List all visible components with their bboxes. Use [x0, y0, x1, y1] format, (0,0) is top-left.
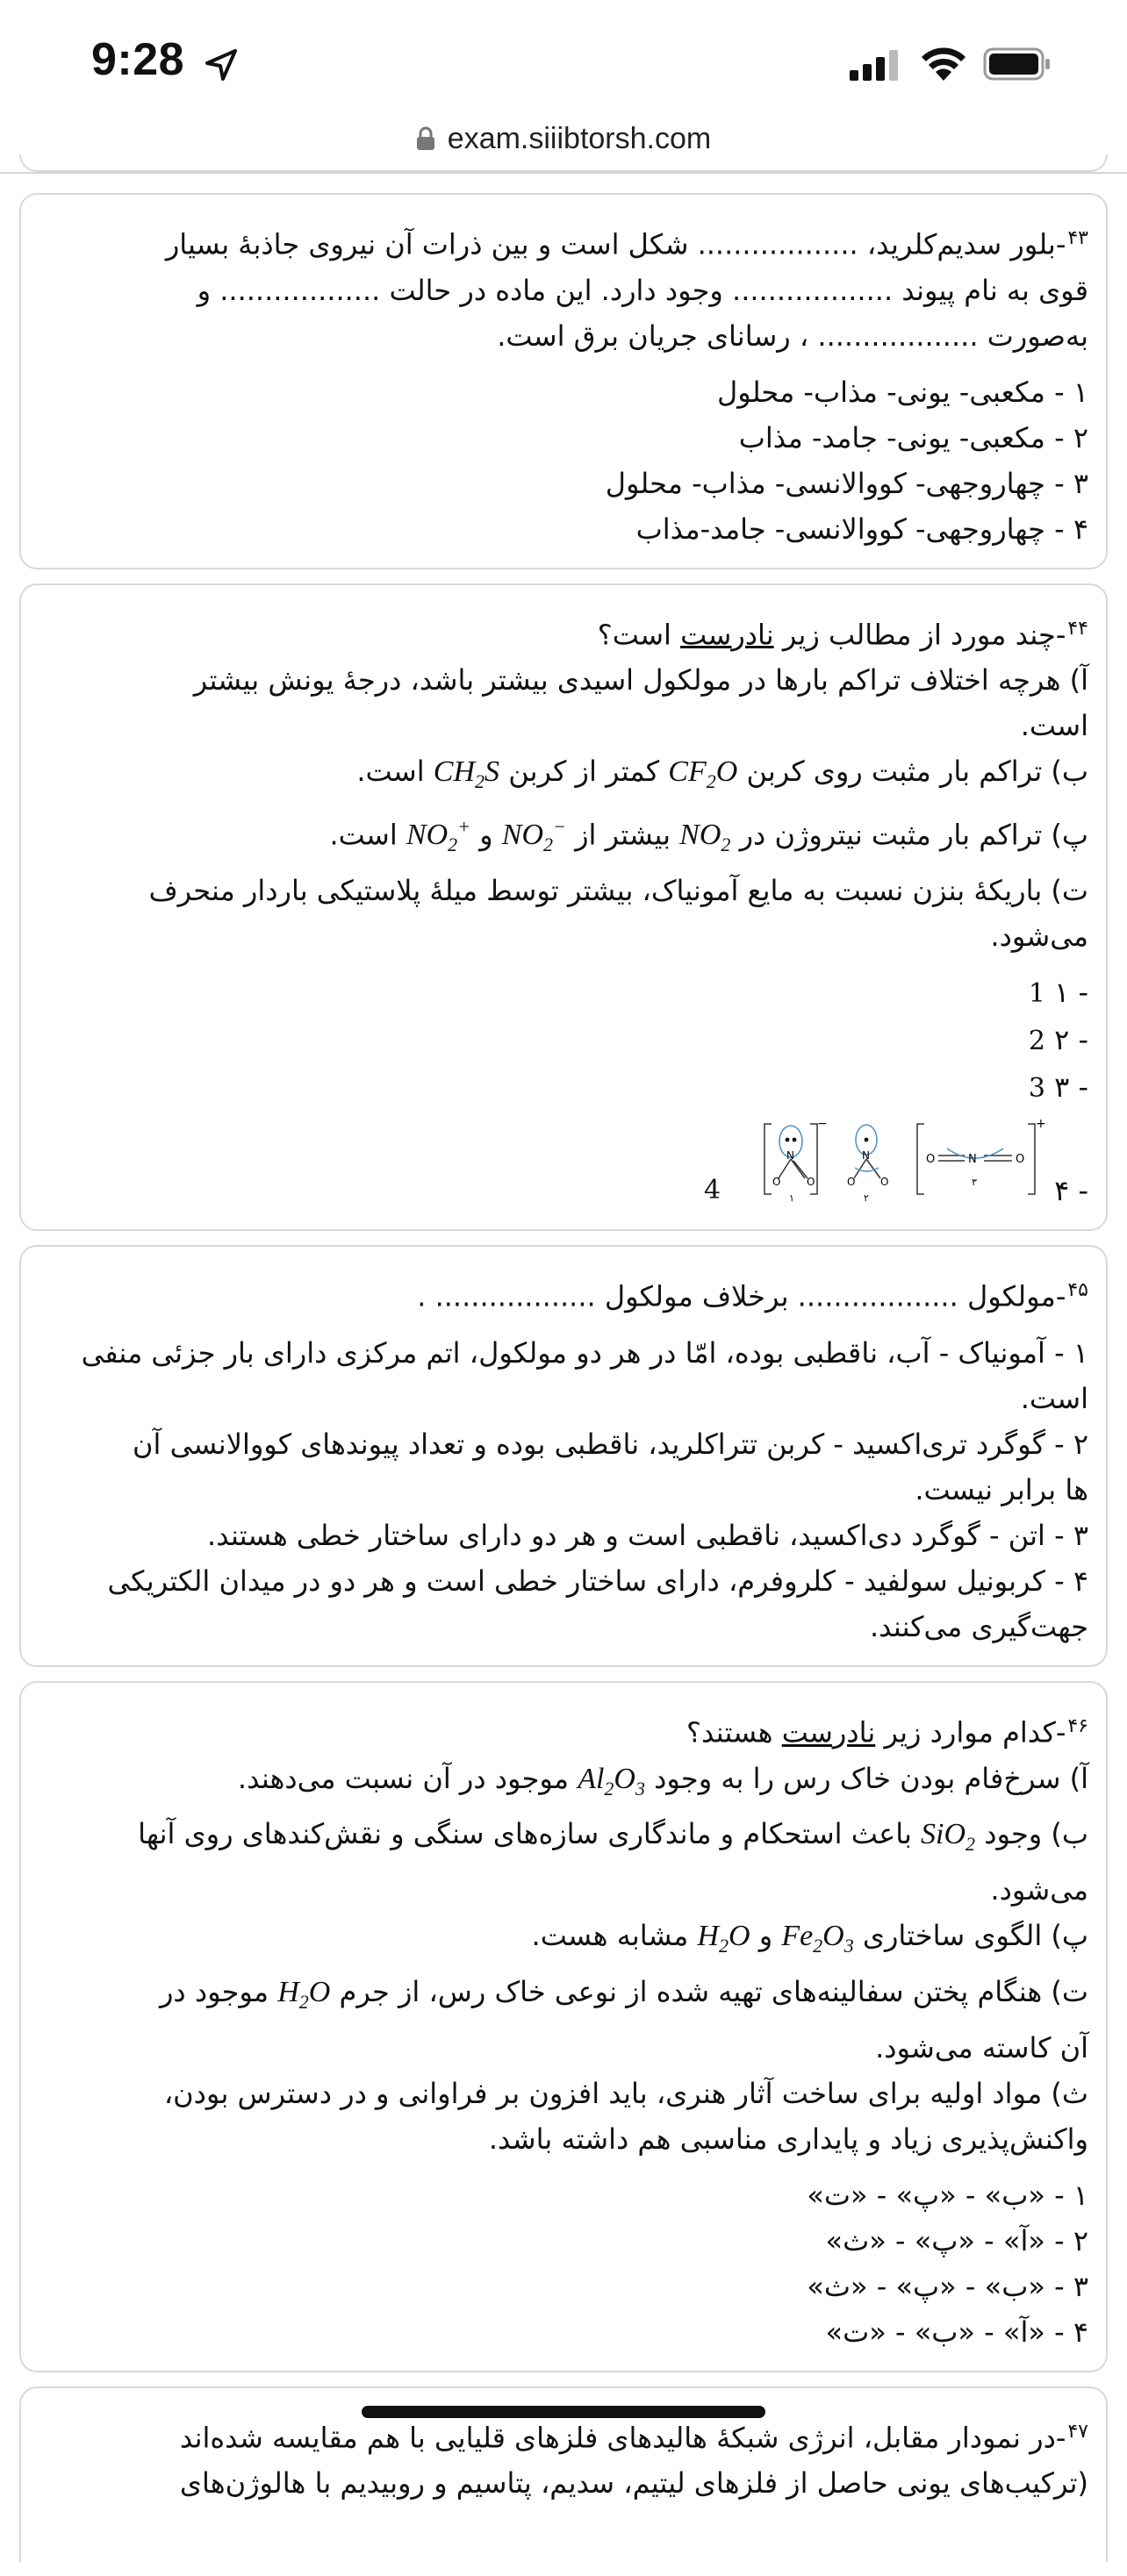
statement-a: آ) سرخ‌فام بودن خاک رس را به وجود $Al_2O_3$ موجود در آن نسبت می‌دهند.: [237, 1761, 1088, 1800]
svg-text:O: O: [807, 1176, 815, 1189]
option-1[interactable]: ۱ - «ب» - «پ» - «ت»: [807, 2178, 1088, 2212]
options-list: [39, 2172, 1088, 2355]
options-list: [39, 1330, 1088, 1649]
svg-text:۲: ۲: [864, 1192, 870, 1205]
svg-text:O: O: [926, 1153, 936, 1167]
url-text[interactable]: exam.siiibtorsh.com: [447, 121, 712, 155]
statement-b-cont: می‌شود.: [990, 1873, 1088, 1907]
option-1-cont[interactable]: است.: [1020, 1381, 1088, 1415]
lewis-structures-image: [729, 1117, 1045, 1213]
wifi-icon: [920, 46, 967, 82]
svg-text:O: O: [1016, 1153, 1025, 1167]
question-card-43: [19, 193, 1108, 569]
question-stem-line: $^{۴۷}$-در نمودار مقابل، انرژی شبکهٔ هالیدهای فلزهای قلیایی با هم مقایسه شده‌اند: [179, 2420, 1088, 2455]
statement-t-cont: آن کاسته می‌شود.: [875, 2030, 1088, 2064]
option-4[interactable]: - ۴ N O O ۱ − N O O ۲ O N O ۳ + 4: [39, 1117, 1088, 1213]
statement-s-cont: واکنش‌پذیری زیاد و پایداری مناسبی هم داشته باشد.: [488, 2122, 1088, 2156]
options-list: [39, 970, 1088, 1213]
option-3[interactable]: ۳ - اتن - گوگرد دی‌اکسید، ناقطبی است و هر دو دارای ساختار خطی هستند.: [207, 1518, 1088, 1552]
question-stem: $^{۴۶}$-کدام موارد زیر نادرست هستند؟: [686, 1714, 1088, 1750]
option-4[interactable]: ۴ - چهاروجهی- کووالانسی- جامد-مذاب: [635, 512, 1088, 546]
option-2-cont[interactable]: ها برابر نیست.: [915, 1472, 1088, 1506]
statement-p: پ) تراکم بار مثبت نیتروژن در $NO_2$ بیشتر از $NO_2^-$ و $NO_2^+$ است.: [329, 816, 1088, 856]
question-stem-line: قوی به نام پیوند .................. وجود دارد. این ماده در حالت .................. و: [197, 273, 1088, 307]
option-2[interactable]: - ۲ 2: [1028, 1023, 1088, 1057]
statement-p: پ) الگوی ساختاری $Fe_2O_3$ و $H_2O$ مشابه هست.: [531, 1919, 1088, 1957]
question-number: ۴۷: [1067, 2420, 1088, 2443]
svg-text:O: O: [772, 1176, 781, 1189]
question-list: [19, 193, 1108, 2576]
question-stem: $^{۴۴}$-چند مورد از مطالب زیر نادرست است؟: [597, 617, 1088, 652]
option-3[interactable]: ۳ - «ب» - «پ» - «ث»: [807, 2269, 1088, 2303]
question-card-44: [19, 583, 1108, 1232]
question-number: ۴۶: [1067, 1714, 1088, 1737]
svg-text:N: N: [786, 1149, 795, 1163]
statement-b: ب) وجود SiO$_2$ باعث استحکام و ماندگاری سازه‌های سنگی و نقش‌کندهای روی آنها: [138, 1817, 1088, 1856]
option-1[interactable]: - ۱ 1: [1028, 976, 1088, 1010]
statement-t-cont: می‌شود.: [990, 919, 1088, 954]
status-time: 9:28: [91, 34, 185, 85]
option-1[interactable]: ۱ - آمونیاک - آب، ناقطبی بوده، امّا در هر دو مولکول، اتم مرکزی دارای بار جزئی منفی: [81, 1335, 1088, 1370]
option-2[interactable]: ۲ - مکعبی- یونی- جامد- مذاب: [738, 420, 1088, 454]
option-4[interactable]: ۴ - کربونیل سولفید - کلروفرم، دارای ساختار خطی است و هر دو در میدان الکتریکی: [107, 1563, 1088, 1598]
lock-icon: [416, 126, 435, 151]
question-card-45: [19, 1245, 1108, 1667]
question-stem: $^{۴۵}$-مولکول .................. برخلاف مولکول .................. .: [417, 1279, 1088, 1313]
status-bar: [0, 0, 1127, 123]
cellular-signal-icon: [850, 49, 899, 81]
location-arrow-icon: [204, 47, 239, 82]
svg-text:O: O: [880, 1176, 889, 1189]
svg-text:N: N: [968, 1153, 977, 1167]
statement-s: ث) مواد اولیه برای ساخت آثار هنری، باید افزون بر فراوانی و در دسترس بودن،: [163, 2076, 1088, 2110]
statement-b: ب) تراکم بار مثبت روی کربن $CF_2O$ کمتر از کربن $CH_2S$ است.: [356, 755, 1088, 793]
previous-card-edge: [19, 154, 1108, 172]
svg-text:N: N: [862, 1149, 871, 1163]
svg-text:۳: ۳: [972, 1177, 978, 1189]
question-card-46: [19, 1681, 1108, 2372]
statement-t: ت) هنگام پختن سفالینه‌های تهیه شده از نوعی خاک رس، از جرم $H_2O$ موجود در: [159, 1974, 1088, 2013]
statement-t: ت) باریکهٔ بنزن نسبت به مایع آمونیاک، بیشتر توسط میلهٔ پلاستیکی باردار منحرف: [148, 874, 1088, 908]
question-stem-line: به‌صورت .................. ، رسانای جریان برق است.: [497, 318, 1088, 353]
battery-icon: [983, 46, 1053, 82]
question-stem-line: (ترکیب‌های یونی حاصل از فلزهای لیتیم، سدیم، پتاسیم و روبیدیم با هالوژن‌های: [179, 2466, 1088, 2501]
toolbar-divider: [0, 172, 1127, 174]
option-1[interactable]: ۱ - مکعبی- یونی- مذاب- محلول: [717, 375, 1088, 409]
home-indicator[interactable]: [362, 2406, 765, 2418]
option-4-cont[interactable]: جهت‌گیری می‌کنند.: [869, 1609, 1088, 1643]
option-3[interactable]: ۳ - چهاروجهی- کووالانسی- مذاب- محلول: [605, 466, 1088, 500]
statement-a: آ) هرچه اختلاف تراکم بارها در مولکول اسیدی بیشتر باشد، درجهٔ یونش بیشتر: [193, 663, 1088, 698]
option-4[interactable]: ۴ - «آ» - «ب» - «ت»: [825, 2315, 1088, 2349]
question-number: ۴۴: [1067, 617, 1088, 640]
question-number: ۴۳: [1067, 227, 1088, 249]
options-list: [39, 369, 1088, 552]
option-2[interactable]: ۲ - گوگرد تری‌اکسید - کربن تتراکلرید، ناقطبی بوده و تعداد پیوندهای کووالانسی آن: [133, 1427, 1088, 1461]
question-number: ۴۵: [1067, 1279, 1088, 1302]
option-2[interactable]: ۲ - «آ» - «پ» - «ث»: [825, 2223, 1088, 2258]
statement-a-cont: است.: [1020, 709, 1088, 743]
svg-text:O: O: [847, 1176, 856, 1189]
svg-text:−: −: [817, 1117, 828, 1132]
question-stem-line: $^{۴۳}$-بلور سدیم‌کلرید، .................. شکل است و بین ذرات آن نیروی جاذبهٔ بسیار: [165, 227, 1088, 261]
svg-text:۱: ۱: [789, 1192, 795, 1205]
option-3[interactable]: - ۳ 3: [1028, 1070, 1088, 1105]
svg-text:+: +: [1036, 1117, 1046, 1132]
